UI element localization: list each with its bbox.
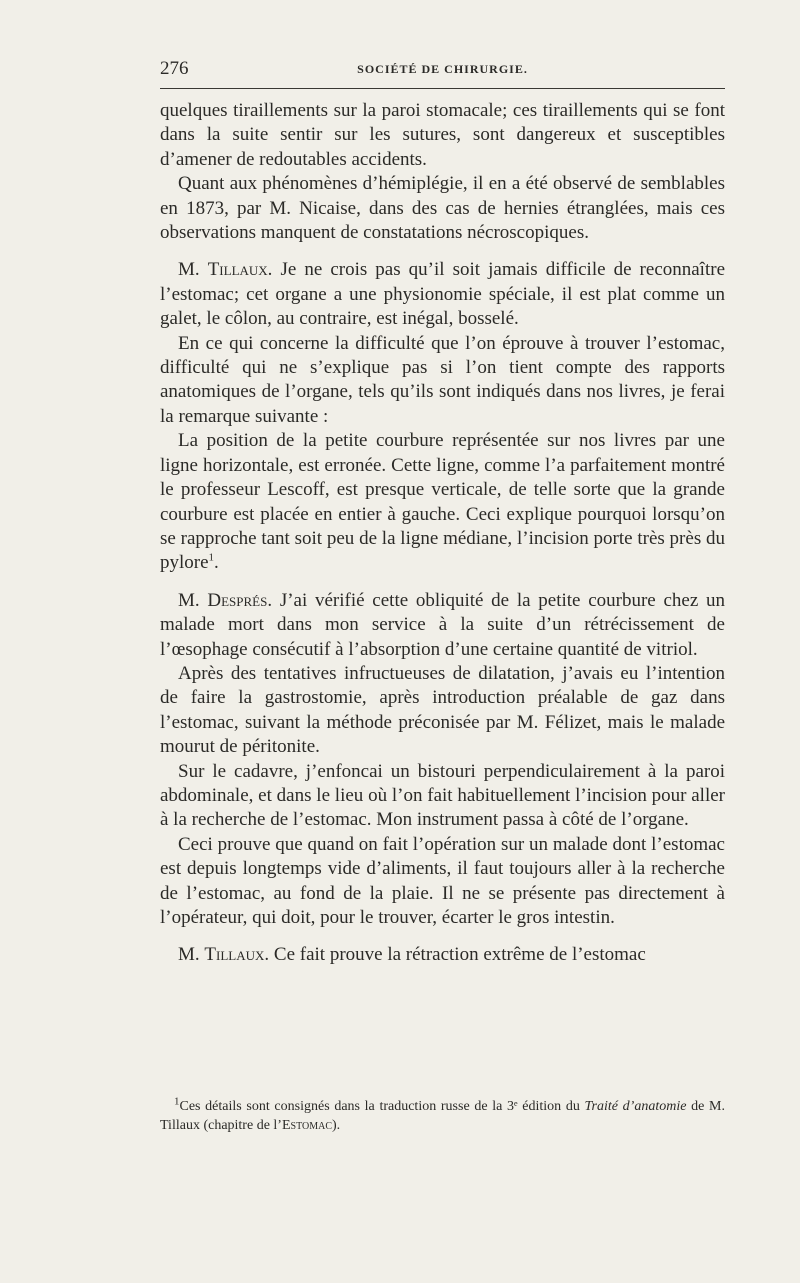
paragraph: M. Després. J’ai vérifié cette obliquité de la petite courbure chez un malade mort dans mon service à la suite d’un rétrécissement de l’œsophage consécutif à l’absorption d’une certaine quantité de vitriol.: [160, 589, 725, 660]
paragraph: En ce qui concerne la difficulté que l’on éprouve à trouver l’estomac, difficulté qui ne s’explique pas si l’on tient compte des rapports anatomiques de l’organe, tels qu’ils sont indiqués dans nos livres, je ferai la remarque suivante :: [160, 332, 725, 427]
speaker-prefix: M.: [178, 259, 208, 281]
paragraph: M. Tillaux. Ce fait prouve la rétraction extrême de l’estomac: [178, 944, 646, 966]
footnote: $^1$Ces détails sont consignés dans la traduction russe de la 3ᵉ édition du Traité d’anatomie de M. Tillaux (chapitre de l’Estomac).: [160, 1095, 725, 1133]
paragraph: M. Tillaux. Je ne crois pas qu’il soit jamais difficile de reconnaître l’estomac; cet organe a une physionomie spéciale, il est plat comme un galet, le côlon, au contraire, est inégal, bosselé.: [160, 259, 726, 330]
body-text: [160, 99, 725, 968]
footnote-marker: 1: [174, 1095, 180, 1108]
paragraph: Sur le cadavre, j’enfoncai un bistouri perpendiculairement à la paroi abdominale, et dans le lieu où l’on fait habituellement l’incision pour aller à la recherche de l’estomac. Mon instrument passa à côté de l’organe.: [160, 760, 725, 831]
paragraph: Après des tentatives infructueuses de dilatation, j’avais eu l’intention de faire la gastrostomie, après introduction préalable de gaz dans l’estomac, suivant la méthode préconisée par M. Félizet, mais le malade mourut de péritonite.: [160, 662, 725, 758]
speaker-name: Tillaux.: [204, 944, 270, 966]
running-title: SOCIÉTÉ DE CHIRURGIE.: [357, 62, 528, 76]
footnote-ref: 1: [208, 551, 215, 564]
speaker-name: Tillaux.: [207, 259, 273, 281]
speaker-prefix: M.: [178, 944, 205, 966]
page-header: [160, 58, 725, 88]
book-title: Traité d’anatomie: [584, 1099, 687, 1114]
paragraph: La position de la petite courbure représentée sur nos livres par une ligne horizontale, est erronée. Cette ligne, comme l’a parfaitement montré le professeur Lescoff, est presque verticale, de telle sorte que la grande courbure est placée en entier à gauche. Ceci explique pourquoi lorsqu’on se rapproche tant soit peu de la ligne médiane, l’incision porte très près du pylore$^1$.: [160, 430, 725, 574]
page-number: 276: [160, 58, 189, 79]
paragraph: Quant aux phénomènes d’hémiplégie, il en a été observé de semblables en 1873, par M. Nicaise, dans des cas de hernies étranglées, mais ces observations manquent de constatations nécroscopiques.: [160, 173, 725, 244]
paragraph: Ceci prouve que quand on fait l’opération sur un malade dont l’estomac est depuis longtemps vide d’aliments, il faut toujours aller à la recherche de l’estomac, au fond de la plaie. Il ne se présente pas directement à l’opérateur, qui doit, pour le trouver, écarter le gros intestin.: [160, 833, 725, 928]
header-rule: [160, 88, 725, 89]
speaker-prefix: M.: [178, 589, 208, 611]
speaker-name: Després.: [207, 589, 273, 611]
paragraph: quelques tiraillements sur la paroi stomacale; ces tiraillements qui se font dans la suite sentir sur les sutures, sont dangereux et susceptibles d’amener de redoutables accidents.: [160, 100, 725, 170]
